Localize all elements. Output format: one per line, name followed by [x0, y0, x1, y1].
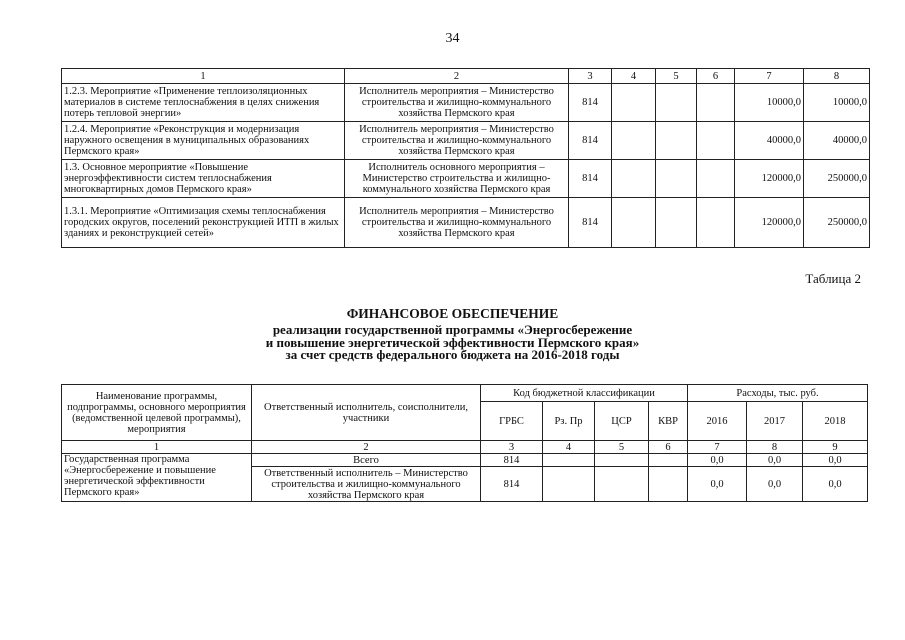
table-caption: Таблица 2 [805, 271, 861, 286]
header-executor: Ответственный исполнитель, соисполнители, участники [252, 385, 481, 441]
subheading-line: реализации государственной программы «Энергосбережение [272, 322, 633, 337]
column-number: 6 [649, 441, 688, 454]
measure-name: 1.2.3. Мероприятие «Применение теплоизоляционных материалов в системе теплоснабжения в целях снижения потерь тепловой энергии» [62, 84, 345, 122]
table-row [62, 122, 870, 160]
executor-cell: Исполнитель мероприятия – Министерство строительства и жилищно-коммунального хозяйства Пермского края [345, 122, 569, 160]
column-number: 1 [62, 69, 345, 84]
amount-2018: 10000,0 [804, 84, 870, 122]
empty-cell [697, 198, 735, 248]
grbs-cell: 814 [569, 160, 612, 198]
subheading-line: за счет средств федерального бюджета на 2016-2018 годы [285, 347, 620, 362]
table-row [62, 454, 868, 467]
rzpr-cell [543, 467, 595, 502]
continued-measures-table [61, 68, 870, 248]
amount-2016: 0,0 [688, 467, 747, 502]
grbs-cell: 814 [481, 454, 543, 467]
column-number: 2 [345, 69, 569, 84]
kvr-cell [649, 454, 688, 467]
header-budget-code: Код бюджетной классификации [481, 385, 688, 402]
empty-cell [612, 198, 656, 248]
header-2016: 2016 [688, 402, 747, 441]
empty-cell [612, 84, 656, 122]
program-name: Государственная программа «Энергосбережение и повышение энергетической эффективности Пермского края» [62, 454, 252, 502]
column-number: 1 [62, 441, 252, 454]
column-number: 2 [252, 441, 481, 454]
amount-2018: 0,0 [803, 454, 868, 467]
table-row [62, 198, 870, 248]
header-2018: 2018 [803, 402, 868, 441]
column-number: 8 [747, 441, 803, 454]
header-2017: 2017 [747, 402, 803, 441]
grbs-cell: 814 [569, 198, 612, 248]
amount-2018: 40000,0 [804, 122, 870, 160]
rzpr-cell [543, 454, 595, 467]
grbs-cell: 814 [569, 84, 612, 122]
section-subheading [0, 324, 905, 362]
executor-cell: Всего [252, 454, 481, 467]
csr-cell [595, 467, 649, 502]
amount-2018: 0,0 [803, 467, 868, 502]
header-csr: ЦСР [595, 402, 649, 441]
amount-2018: 250000,0 [804, 160, 870, 198]
amount-2018: 250000,0 [804, 198, 870, 248]
column-number: 3 [569, 69, 612, 84]
amount-2017: 10000,0 [735, 84, 804, 122]
measure-name: 1.2.4. Мероприятие «Реконструкция и модернизация наружного освещения в муниципальных образованиях Пермского края» [62, 122, 345, 160]
empty-cell [656, 122, 697, 160]
financing-table [61, 384, 868, 502]
empty-cell [656, 160, 697, 198]
column-number: 5 [656, 69, 697, 84]
column-number: 9 [803, 441, 868, 454]
empty-cell [656, 198, 697, 248]
column-number: 8 [804, 69, 870, 84]
amount-2017: 40000,0 [735, 122, 804, 160]
amount-2017: 0,0 [747, 467, 803, 502]
amount-2017: 120000,0 [735, 160, 804, 198]
column-number: 6 [697, 69, 735, 84]
kvr-cell [649, 467, 688, 502]
empty-cell [697, 160, 735, 198]
column-number: 7 [735, 69, 804, 84]
executor-cell: Ответственный исполнитель – Министерство строительства и жилищно-коммунального хозяйства Пермского края [252, 467, 481, 502]
column-number: 4 [543, 441, 595, 454]
empty-cell [612, 122, 656, 160]
table-row [62, 84, 870, 122]
section-heading: ФИНАНСОВОЕ ОБЕСПЕЧЕНИЕ [346, 306, 559, 321]
page-number: 34 [445, 31, 460, 46]
executor-cell: Исполнитель мероприятия – Министерство строительства и жилищно-коммунального хозяйства Пермского края [345, 198, 569, 248]
amount-2017: 0,0 [747, 454, 803, 467]
executor-cell: Исполнитель мероприятия – Министерство строительства и жилищно-коммунального хозяйства Пермского края [345, 84, 569, 122]
amount-2017: 120000,0 [735, 198, 804, 248]
table-row [62, 160, 870, 198]
header-grbs: ГРБС [481, 402, 543, 441]
empty-cell [612, 160, 656, 198]
column-number: 4 [612, 69, 656, 84]
csr-cell [595, 454, 649, 467]
column-number: 3 [481, 441, 543, 454]
empty-cell [697, 122, 735, 160]
column-number: 5 [595, 441, 649, 454]
table-header-row [62, 385, 868, 402]
measure-name: 1.3.1. Мероприятие «Оптимизация схемы теплоснабжения городских округов, поселений реконструкцией ИТП в жилых зданиях и реконструкцией сетей» [62, 198, 345, 248]
column-number: 7 [688, 441, 747, 454]
empty-cell [656, 84, 697, 122]
header-kvr: КВР [649, 402, 688, 441]
measure-name: 1.3. Основное мероприятие «Повышение энергоэффективности систем теплоснабжения многоквартирных домов Пермского края» [62, 160, 345, 198]
grbs-cell: 814 [481, 467, 543, 502]
header-name: Наименование программы, подпрограммы, основного мероприятия (ведомственной целевой программы), мероприятия [62, 385, 252, 441]
table-row [62, 69, 870, 84]
header-rzpr: Рз. Пр [543, 402, 595, 441]
empty-cell [697, 84, 735, 122]
executor-cell: Исполнитель основного мероприятия – Министерство строительства и жилищно-коммунального хозяйства Пермского края [345, 160, 569, 198]
amount-2016: 0,0 [688, 454, 747, 467]
table-row [62, 441, 868, 454]
subheading-line: и повышение энергетической эффективности Пермского края» [265, 334, 640, 350]
header-expenses: Расходы, тыс. руб. [688, 385, 868, 402]
grbs-cell: 814 [569, 122, 612, 160]
